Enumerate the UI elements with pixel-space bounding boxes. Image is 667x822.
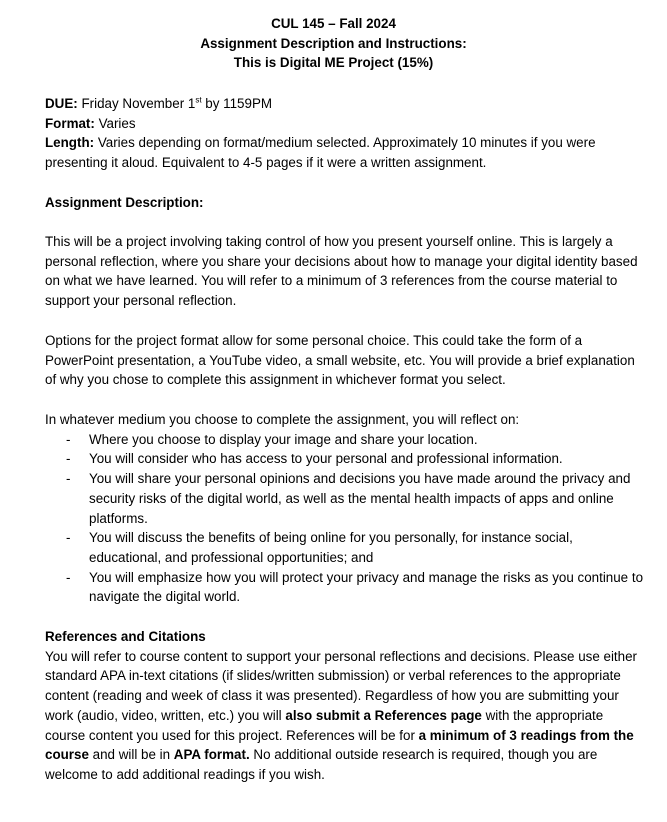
description-paragraph-2: Options for the project format allow for some personal choice. This could take the form of a PowerPoint presentation, a YouTube video, a small website, etc. You will provide a brief explanation of why you chose to complete this assignment in whichever format you select. <box>45 333 635 388</box>
format-value: Varies <box>98 115 136 131</box>
length-value: Varies depending on format/medium selected. Approximately 10 minutes if you were presenting it aloud. Equivalent to 4-5 pages if it were a written assignment. <box>45 135 596 171</box>
list-item: - You will discuss the benefits of being online for you personally, for instance social, educational, and professional opportunities; and <box>66 530 573 565</box>
list-item: - Where you choose to display your image and share your location. <box>45 430 645 450</box>
list-item: - You will emphasize how you will protect your privacy and manage the risks as you continue to navigate the digital world. <box>66 569 644 605</box>
document-header <box>0 14 667 73</box>
bullet-dash: - <box>66 471 71 487</box>
references-paragraph: You will refer to course content to support your personal reflections and decisions. Please use either standard APA in-text citations (if slides/written submission) or verbal references to the appropriate content (reading and week of class it was presented). Regardless of how you are submitting your work (audio, video, written, etc.) you will also submit a References page with the appropriate course content you used for this project. References will be for a minimum of 3 readings from the course and will be in APA format. No additional outside research is required, though you are welcome to add additional readings if you wish. <box>45 648 638 782</box>
format-label: Format: <box>45 115 95 131</box>
reflection-intro: In whatever medium you choose to complete the assignment, you will reflect on: - Where you choose to display your image and share your location. - You will consider who has access to your personal and professional information. - You will share your personal opinions and decisions you have made around the privacy and security risks of the digital world, as well as the mental health impacts of apps and online platforms. - You will discuss the benefits of being online for you personally, for instance social, educational, and professional opportunities; and - You will emphasize how you will protect your privacy and manage the risks as you continue to navigate the digital world. <box>45 410 645 607</box>
list-item: - You will consider who has access to your personal and professional information. <box>45 449 645 469</box>
description-paragraph-1: This will be a project involving taking control of how you present yourself online. This is largely a personal reflection, where you share your decisions about how to manage your digital identity based on what we have learned. You will refer to a minimum of 3 references from the course material to support your personal reflection. <box>45 234 638 309</box>
due-value: Friday November 1st by 1159PM <box>81 95 273 111</box>
due-label: DUE: <box>45 96 78 111</box>
assignment-subtitle: Assignment Description and Instructions: <box>200 35 467 51</box>
assignment-meta <box>45 94 645 173</box>
course-title: CUL 145 – Fall 2024 <box>271 16 396 31</box>
bullet-dash: - <box>66 569 71 585</box>
list-item: - You will share your personal opinions and decisions you have made around the privacy and security risks of the digital world, as well as the mental health impacts of apps and online platforms. <box>66 471 631 526</box>
bullet-dash: - <box>66 530 71 546</box>
bullet-dash: - <box>66 451 71 467</box>
assignment-description-heading: Assignment Description: <box>45 195 204 210</box>
due-line <box>45 94 645 114</box>
length-line <box>45 133 645 172</box>
references-section <box>45 627 645 785</box>
format-line <box>45 114 645 134</box>
project-title: This is Digital ME Project (15%) <box>233 55 434 70</box>
references-heading: References and Citations <box>45 629 206 644</box>
bullet-dash: - <box>66 431 71 447</box>
length-label: Length: <box>45 135 95 151</box>
reflection-bullet-list <box>45 430 645 607</box>
